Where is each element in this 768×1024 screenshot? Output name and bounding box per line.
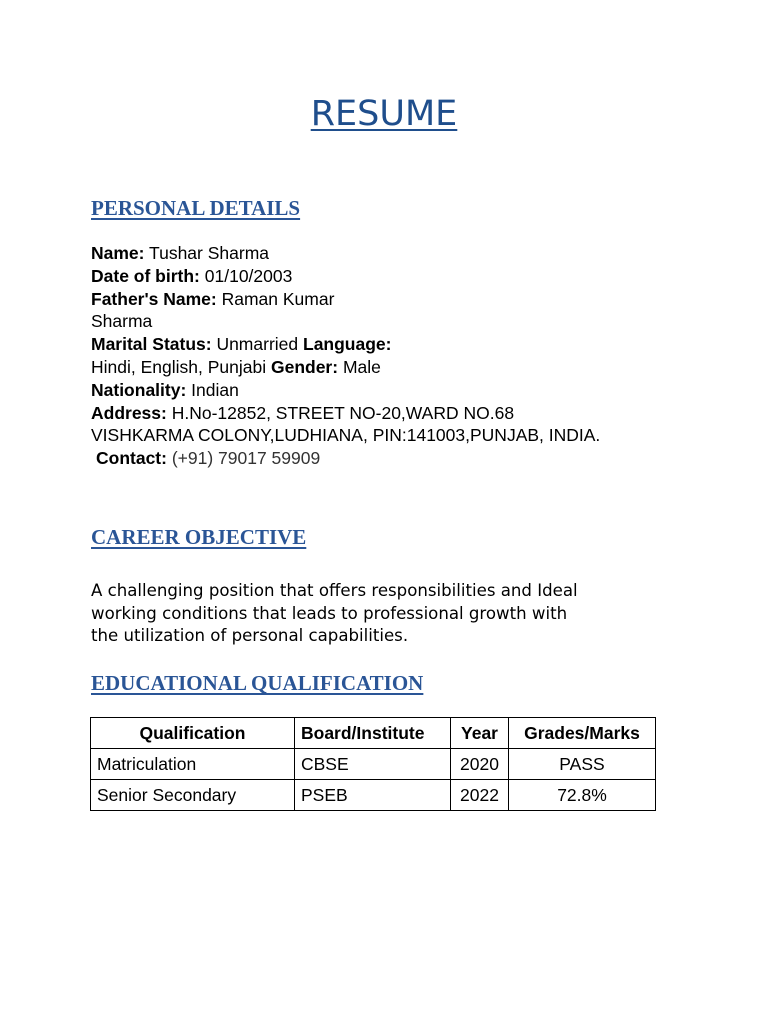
qualification-cell: Senior Secondary [91, 780, 295, 811]
father-value: Raman Kumar [216, 288, 335, 309]
marital-line [91, 333, 671, 356]
career-objective-text [91, 580, 691, 648]
page-title: RESUME [310, 94, 458, 134]
qualification-cell: Matriculation [91, 749, 295, 780]
personal-details-heading: PERSONAL DETAILS [91, 196, 301, 220]
objective-line: the utilization of personal capabilities. [91, 626, 409, 645]
table-header-row [91, 718, 656, 749]
marital-value: Unmarried [211, 334, 303, 355]
language-value: Hindi, English, Punjabi [91, 356, 271, 377]
educational-qualification-heading: EDUCATIONAL QUALIFICATION [91, 671, 424, 695]
gender-value: Male [338, 356, 381, 377]
objective-line: working conditions that leads to professional growth with [91, 603, 568, 623]
language-line [91, 356, 671, 379]
objective-line: A challenging position that offers responsibilities and Ideal [91, 581, 578, 600]
personal-details [91, 242, 671, 470]
column-header-board: Board/Institute [295, 718, 451, 749]
table-row [91, 749, 656, 780]
year-cell: 2022 [451, 780, 509, 811]
board-cell: CBSE [295, 749, 451, 780]
father-label: Father's Name: [91, 288, 217, 309]
column-header-qualification: Qualification [91, 718, 295, 749]
grades-cell: 72.8% [509, 780, 656, 811]
name-line [91, 242, 671, 265]
father-value-cont: Sharma [91, 311, 153, 332]
nationality-value: Indian [186, 379, 239, 400]
address-label: Address: [91, 402, 167, 423]
column-header-year: Year [451, 718, 509, 749]
grades-cell: PASS [509, 749, 656, 780]
address-line [91, 402, 671, 425]
father-line-cont [91, 310, 671, 333]
name-value: Tushar Sharma [144, 243, 269, 263]
contact-value: (+91) 79017 59909 [166, 448, 321, 469]
contact-label: Contact: [96, 448, 167, 469]
column-header-grades: Grades/Marks [509, 718, 656, 749]
nationality-line [91, 379, 671, 402]
nationality-label: Nationality: [91, 379, 187, 400]
board-cell: PSEB [295, 780, 451, 811]
contact-line [91, 447, 671, 470]
address-value: H.No-12852, STREET NO-20,WARD NO.68 [166, 402, 515, 423]
dob-label: Date of birth: [91, 265, 200, 286]
year-cell: 2020 [451, 749, 509, 780]
address-value-cont: VISHKARMA COLONY,LUDHIANA, PIN:141003,PUNJAB, INDIA. [91, 425, 601, 446]
table-row [91, 780, 656, 811]
address-line-cont [91, 424, 671, 447]
dob-value: 01/10/2003 [199, 265, 293, 286]
career-objective-heading: CAREER OBJECTIVE [91, 525, 307, 549]
language-label: Language: [303, 334, 392, 355]
marital-label: Marital Status: [91, 334, 212, 355]
dob-line [91, 265, 671, 288]
gender-label: Gender: [270, 356, 339, 377]
father-line [91, 288, 671, 311]
education-table [90, 717, 656, 811]
name-label: Name: [91, 243, 145, 263]
